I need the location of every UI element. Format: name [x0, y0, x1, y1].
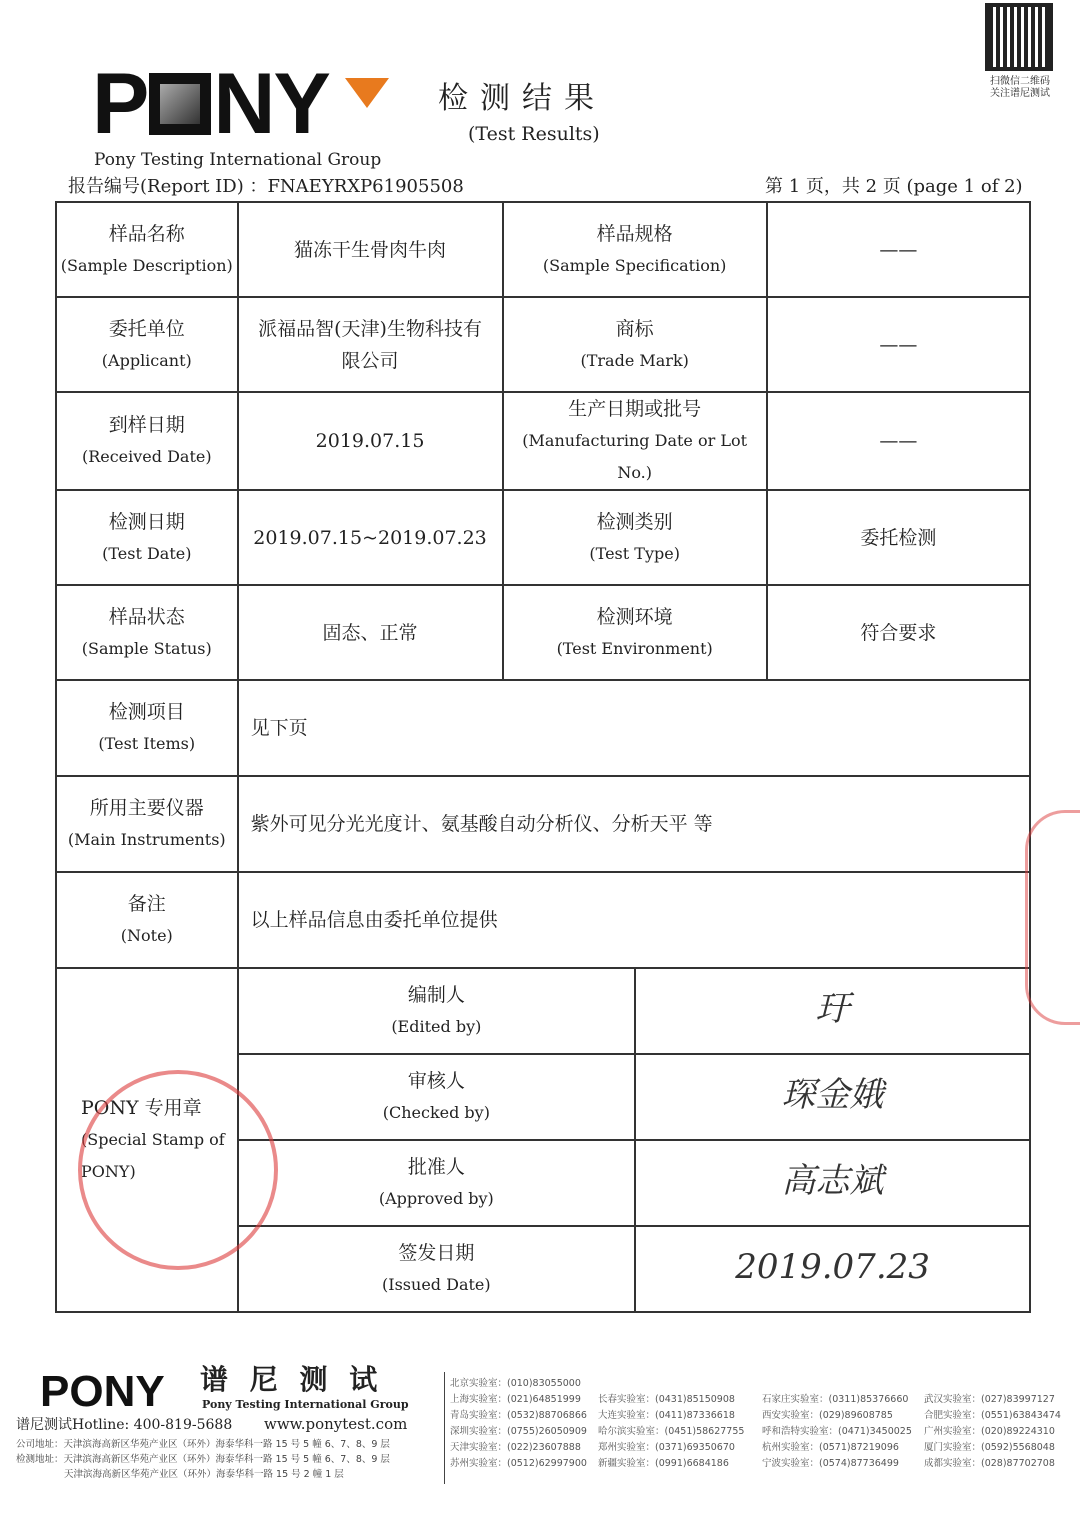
signature-label [238, 1226, 636, 1312]
page-number: 第 1 页，共 2 页 (page 1 of 2) [765, 176, 1023, 197]
field-label [56, 776, 238, 872]
qr-caption [980, 76, 1060, 100]
lab-contact: 北京实验室：(010)83055000 [450, 1378, 581, 1389]
lab-contact: 深圳实验室：(0755)26050909 [450, 1426, 587, 1437]
hotline: 谱尼测试Hotline: 400-819-5688 [16, 1417, 233, 1433]
table-row [56, 297, 1030, 392]
footer-logo: PONY [40, 1367, 165, 1416]
text: 琛金娥 [781, 1074, 884, 1115]
text: 审核人 [407, 1070, 465, 1092]
text: 委托检测 [860, 526, 937, 549]
text: (Test Items) [98, 734, 196, 753]
table-row [56, 872, 1030, 968]
lab-contact: 杭州实验室：(0571)87219096 [762, 1442, 899, 1453]
field-label [56, 680, 238, 776]
footer-cn-name: 谱 尼 测 试 [200, 1363, 384, 1396]
lab-contact: 成都实验室：(028)87702708 [924, 1458, 1055, 1469]
lab-contact: 新疆实验室：(0991)6684186 [598, 1458, 729, 1469]
text: 委托单位 [108, 317, 185, 340]
field-label [503, 392, 767, 490]
text: 备注 [127, 893, 166, 915]
text: 检测日期 [108, 510, 185, 533]
test-address-2: 天津滨海高新区华苑产业区（环外）海泰华科一路 15 号 2 幢 1 层 [64, 1469, 344, 1480]
stamp-icon [78, 1070, 278, 1270]
footer-group: Pony Testing International Group [202, 1398, 409, 1411]
text: (Received Date) [81, 447, 212, 466]
lab-contact: 青岛实验室：(0532)88706866 [450, 1410, 587, 1421]
stamp-label-en: (Special Stamp of PONY) [81, 1130, 225, 1181]
lab-contact: 武汉实验室：(027)83997127 [924, 1394, 1055, 1405]
field-label [56, 585, 238, 680]
field-label [503, 297, 767, 392]
lab-contact: 大连实验室：(0411)87336618 [598, 1410, 735, 1421]
text: 2019.07.23 [735, 1246, 930, 1287]
table-row [56, 202, 1030, 297]
field-label [56, 202, 238, 297]
website-link[interactable]: www.ponytest.com [264, 1415, 408, 1433]
text: (Test Environment) [556, 638, 713, 658]
text: 猫冻干生骨肉牛肉 [294, 238, 447, 261]
company-address: 公司地址：天津滨海高新区华苑产业区（环外）海泰华科一路 15 号 5 幢 6、7、8、9 层 [16, 1439, 390, 1450]
field-label [56, 872, 238, 968]
lab-contact: 广州实验室：(020)89224310 [924, 1426, 1055, 1437]
text: —— [879, 430, 918, 452]
text: 以上样品信息由委托单位提供 [250, 909, 498, 931]
text: 编制人 [407, 984, 465, 1006]
report-id-label: 报告编号(Report ID) ： [68, 176, 268, 197]
field-value [767, 202, 1030, 297]
field-value [238, 585, 503, 680]
report-id [68, 177, 464, 198]
text: (Sample Specification) [542, 255, 727, 275]
lab-contact: 上海实验室：(021)64851999 [450, 1394, 581, 1405]
lab-contact: 郑州实验室：(0371)69350670 [598, 1442, 735, 1453]
field-label [503, 490, 767, 585]
text: (Trade Mark) [580, 350, 689, 370]
test-address: 检测地址：天津滨海高新区华苑产业区（环外）海泰华科一路 15 号 5 幢 6、7、8、9 层 [16, 1454, 390, 1465]
signature [635, 1140, 1030, 1226]
table-row [56, 585, 1030, 680]
text: (Sample Status) [81, 638, 212, 658]
signature [635, 1054, 1030, 1140]
text: (Approved by) [378, 1189, 494, 1208]
qr-caption-1: 扫微信二维码 [990, 76, 1050, 87]
signature-label [238, 1054, 636, 1140]
signature-label [238, 1140, 636, 1226]
text: 紫外可见分光光度计、氨基酸自动分析仪、分析天平 等 [250, 813, 713, 835]
text: 生产日期或批号 [568, 398, 702, 420]
field-label [56, 490, 238, 585]
stamp-label: PONY 专用章 [81, 1097, 202, 1119]
pony-logo: P NY [92, 56, 329, 152]
table-row [56, 776, 1030, 872]
text: (Applicant) [101, 350, 192, 370]
text: 样品状态 [108, 605, 185, 628]
field-value [767, 585, 1030, 680]
qr-caption-2: 关注谱尼测试 [990, 88, 1050, 99]
text: 检测类别 [596, 510, 673, 533]
lab-contact: 苏州实验室：(0512)62997900 [450, 1458, 587, 1469]
field-label [56, 297, 238, 392]
field-value [767, 490, 1030, 585]
text: (Manufacturing Date or Lot No.) [522, 431, 748, 482]
text: 高志斌 [781, 1160, 884, 1201]
field-value [767, 392, 1030, 490]
table-row [56, 680, 1030, 776]
text: (Checked by) [382, 1103, 490, 1122]
table-row [56, 392, 1030, 490]
text: 签发日期 [398, 1242, 475, 1264]
lab-contact: 天津实验室：(022)23607888 [450, 1442, 581, 1453]
signature [635, 1226, 1030, 1312]
field-value [238, 297, 503, 392]
text: 批准人 [407, 1156, 465, 1178]
field-label [56, 392, 238, 490]
signature [635, 968, 1030, 1054]
signature-label [238, 968, 636, 1054]
text: (Edited by) [391, 1017, 482, 1036]
lab-contact: 呼和浩特实验室：(0471)3450025 [762, 1426, 912, 1437]
text: 商标 [615, 317, 654, 340]
field-value [238, 776, 1030, 872]
lab-contact: 石家庄实验室：(0311)85376660 [762, 1394, 909, 1405]
page-title: 检测结果 [438, 81, 606, 116]
text: 玗 [815, 988, 850, 1029]
text: (Test Type) [589, 543, 680, 563]
text: 检测环境 [596, 605, 673, 628]
lab-contact: 哈尔滨实验室：(0451)58627755 [598, 1426, 745, 1437]
field-value [238, 490, 503, 585]
table-row [56, 490, 1030, 585]
text: —— [879, 238, 918, 261]
field-value [238, 680, 1030, 776]
edge-stamp-icon [1025, 810, 1080, 1025]
text: 2019.07.15 [315, 430, 425, 452]
page-subtitle: (Test Results) [468, 123, 600, 145]
lab-contact: 西安实验室：(029)89608785 [762, 1410, 893, 1421]
text: 见下页 [250, 717, 308, 739]
text: 所用主要仪器 [89, 797, 204, 819]
signature-row [56, 968, 1030, 1054]
text: 检测项目 [108, 701, 185, 723]
text: (Note) [120, 926, 173, 945]
field-value [238, 872, 1030, 968]
lab-contact: 合肥实验室：(0551)63843474 [924, 1410, 1061, 1421]
text: 2019.07.15~2019.07.23 [253, 526, 487, 549]
lab-contact: 长春实验室：(0431)85150908 [598, 1394, 735, 1405]
field-label [503, 585, 767, 680]
field-value [238, 392, 503, 490]
text: 符合要求 [860, 621, 937, 644]
text: (Main Instruments) [67, 830, 226, 849]
group-name: Pony Testing International Group [94, 150, 382, 170]
text: 派福品智(天津)生物科技有限公司 [258, 317, 482, 372]
text: —— [879, 333, 918, 356]
lab-contact: 厦门实验室：(0592)5568048 [924, 1442, 1055, 1453]
report-id-value: FNAEYRXP61905508 [267, 176, 464, 197]
lab-contact: 宁波实验室：(0574)87736499 [762, 1458, 899, 1469]
text: 到样日期 [108, 414, 185, 436]
field-value [767, 297, 1030, 392]
footer-divider [444, 1372, 445, 1484]
field-label [503, 202, 767, 297]
text: 样品名称 [108, 222, 185, 245]
field-value [238, 202, 503, 297]
text: (Test Date) [102, 543, 192, 563]
qr-code-icon [985, 3, 1053, 71]
text: (Issued Date) [382, 1275, 491, 1294]
text: 固态、正常 [322, 621, 418, 644]
logo-triangle-icon [345, 78, 389, 108]
text: 样品规格 [596, 222, 673, 245]
text: (Sample Description) [60, 255, 233, 275]
